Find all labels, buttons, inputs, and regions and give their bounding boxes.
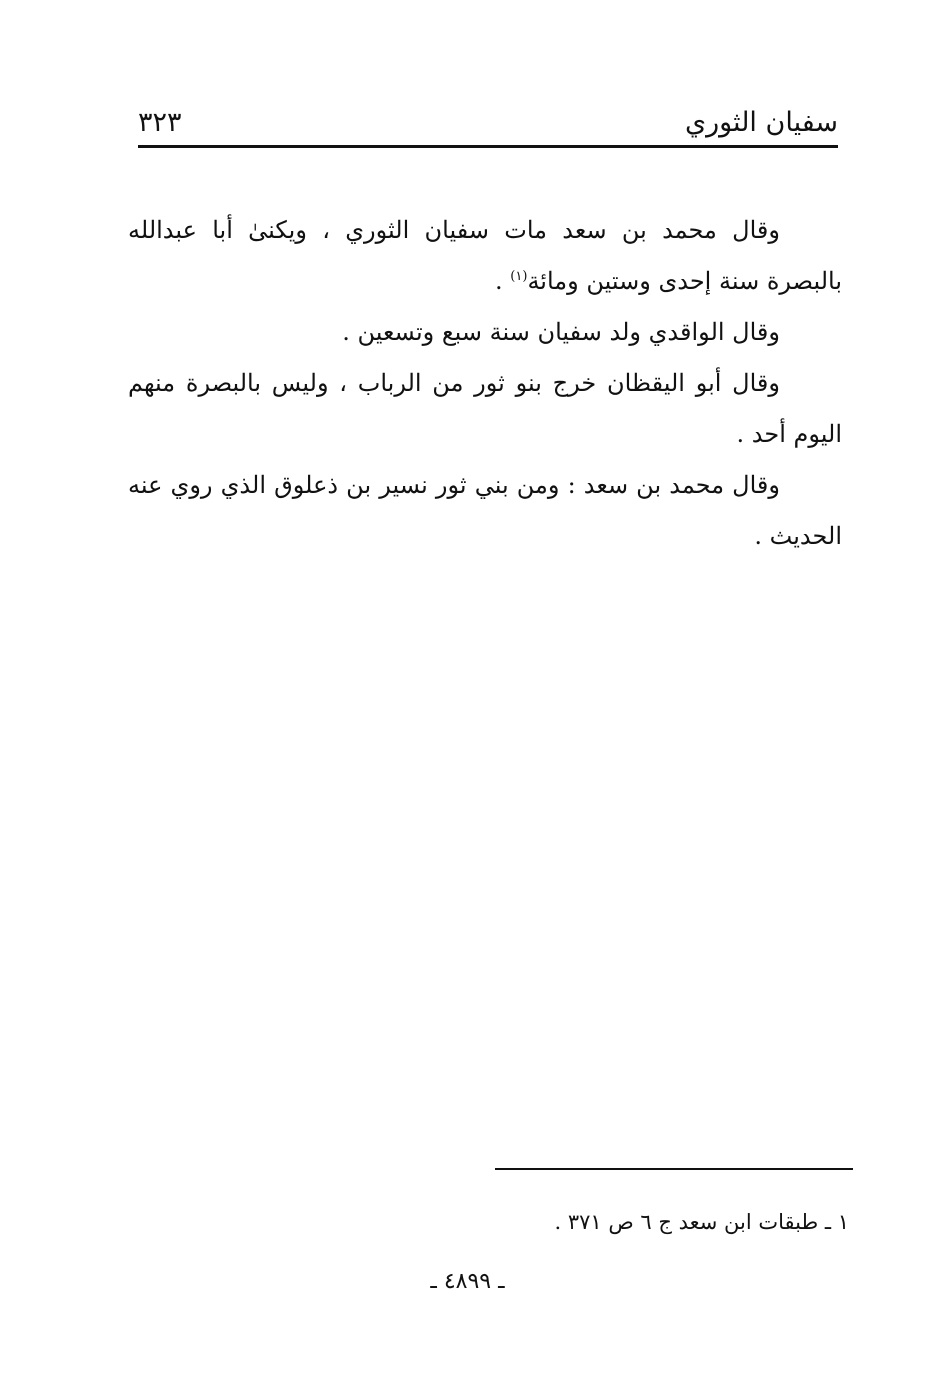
sheet-number: ـ ٤٨٩٩ ـ	[430, 1269, 505, 1294]
paragraph: وقال أبو اليقظان خرج بنو ثور من الرباب ، وليس بالبصرة منهم اليوم أحد .	[128, 369, 842, 448]
header-rule	[138, 145, 838, 148]
footnote-reference: (١)	[510, 269, 528, 284]
paragraph-text: وقال محمد بن سعد مات سفيان الثوري ، ويكنىٰ أبا عبدالله بالبصرة سنة إحدى وستين ومائة	[128, 216, 842, 295]
paragraph: وقال الواقدي ولد سفيان سنة سبع وتسعين .	[342, 318, 780, 346]
body-text	[128, 205, 842, 562]
footnote-rule	[495, 1168, 853, 1170]
paragraph-tail: .	[495, 267, 511, 295]
paragraph	[128, 205, 842, 307]
page-header	[138, 100, 838, 146]
running-title: سفيان الثوري	[684, 107, 838, 138]
page-number: ٣٢٣	[138, 107, 182, 138]
footnote: ١ ـ طبقات ابن سعد ج ٦ ص ٣٧١ .	[554, 1210, 849, 1234]
paragraph: وقال محمد بن سعد : ومن بني ثور نسير بن ذعلوق الذي روي عنه الحديث .	[128, 471, 842, 550]
